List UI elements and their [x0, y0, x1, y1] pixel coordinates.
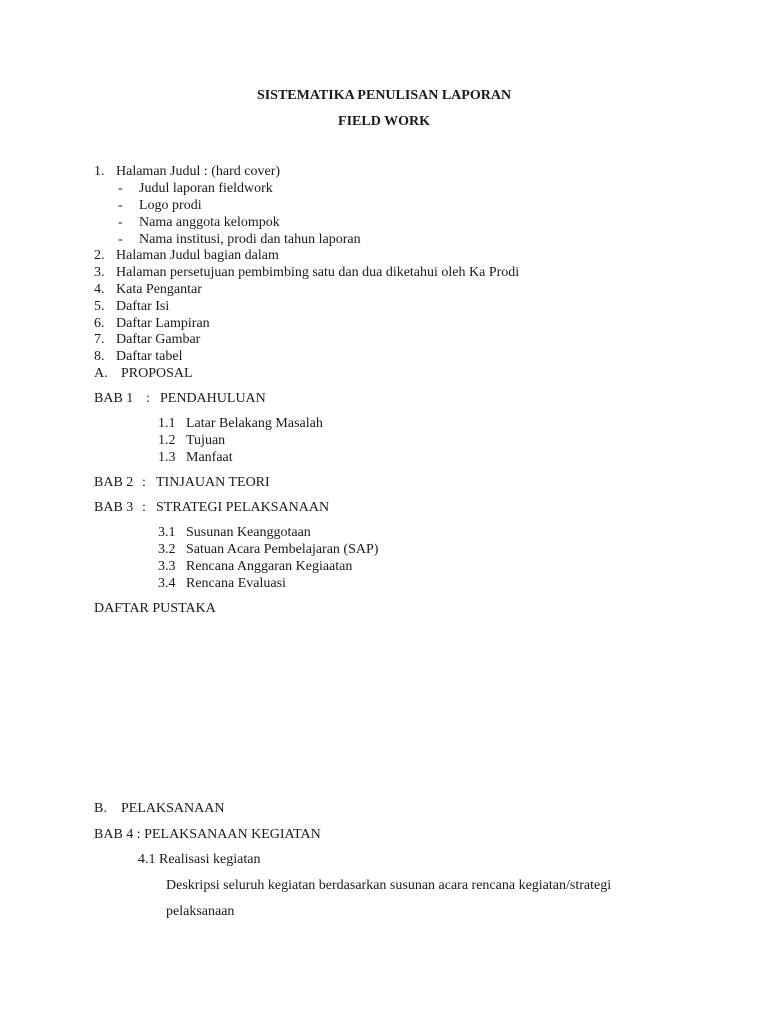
- chapter-label: BAB 1: [94, 391, 134, 406]
- chapter-label: BAB 3: [94, 500, 134, 515]
- list-item: Halaman Judul bagian dalam: [116, 248, 279, 263]
- subchapter-number: 3.1: [158, 525, 176, 540]
- subchapter-number: 1.3: [158, 450, 176, 465]
- subchapter-title: Manfaat: [186, 450, 233, 465]
- list-number: 5.: [94, 299, 105, 314]
- list-item: Daftar Isi: [116, 299, 170, 314]
- list-number: 3.: [94, 265, 105, 280]
- sublist-dash: -: [118, 215, 123, 230]
- subchapter-number: 1.1: [158, 416, 176, 431]
- sublist-item: Logo prodi: [139, 198, 202, 213]
- list-item: Daftar Gambar: [116, 332, 201, 347]
- list-item: Halaman Judul : (hard cover): [116, 164, 281, 179]
- sublist-item: Nama institusi, prodi dan tahun laporan: [139, 232, 361, 247]
- sublist-dash: -: [118, 181, 123, 196]
- subchapter-number: 3.3: [158, 559, 176, 574]
- list-item: Kata Pengantar: [116, 282, 202, 297]
- sublist-dash: -: [118, 232, 123, 247]
- chapter-title: TINJAUAN TEORI: [156, 475, 270, 490]
- list-number: 8.: [94, 349, 105, 364]
- list-number: 7.: [94, 332, 105, 347]
- subchapter-title: Satuan Acara Pembelajaran (SAP): [186, 542, 379, 557]
- subchapter-title: Rencana Anggaran Kegiaatan: [186, 559, 353, 574]
- subchapter-heading: 4.1 Realisasi kegiatan: [138, 852, 261, 867]
- bibliography-heading: DAFTAR PUSTAKA: [94, 601, 216, 616]
- subchapter-title: Latar Belakang Masalah: [186, 416, 323, 431]
- section-letter: B.: [94, 801, 107, 816]
- subchapter-number: 1.2: [158, 433, 176, 448]
- document-subtitle: FIELD WORK: [338, 114, 430, 129]
- chapter-title: PENDAHULUAN: [160, 391, 266, 406]
- chapter-separator: :: [142, 475, 146, 490]
- subchapter-number: 3.4: [158, 576, 176, 591]
- section-heading: PROPOSAL: [121, 366, 193, 381]
- sublist-item: Nama anggota kelompok: [139, 215, 280, 230]
- list-number: 1.: [94, 164, 105, 179]
- list-number: 4.: [94, 282, 105, 297]
- description-line: Deskripsi seluruh kegiatan berdasarkan susunan acara rencana kegiatan/strategi: [166, 878, 612, 893]
- section-letter: A.: [94, 366, 108, 381]
- subchapter-number: 3.2: [158, 542, 176, 557]
- chapter-separator: :: [146, 391, 150, 406]
- sublist-dash: -: [118, 198, 123, 213]
- list-number: 2.: [94, 248, 105, 263]
- list-item: Daftar tabel: [116, 349, 183, 364]
- subchapter-title: Rencana Evaluasi: [186, 576, 286, 591]
- subchapter-title: Susunan Keanggotaan: [186, 525, 311, 540]
- list-item: Halaman persetujuan pembimbing satu dan dua diketahui oleh Ka Prodi: [116, 265, 520, 280]
- chapter-label: BAB 2: [94, 475, 134, 490]
- document-title: SISTEMATIKA PENULISAN LAPORAN: [256, 88, 512, 103]
- sublist-item: Judul laporan fieldwork: [139, 181, 273, 196]
- list-number: 6.: [94, 316, 105, 331]
- list-item: Daftar Lampiran: [116, 316, 210, 331]
- chapter-title: STRATEGI PELAKSANAAN: [156, 500, 330, 515]
- chapter-heading: BAB 4 : PELAKSANAAN KEGIATAN: [94, 827, 321, 842]
- description-line: pelaksanaan: [166, 904, 235, 919]
- chapter-separator: :: [142, 500, 146, 515]
- subchapter-title: Tujuan: [186, 433, 226, 448]
- section-heading: PELAKSANAAN: [121, 801, 225, 816]
